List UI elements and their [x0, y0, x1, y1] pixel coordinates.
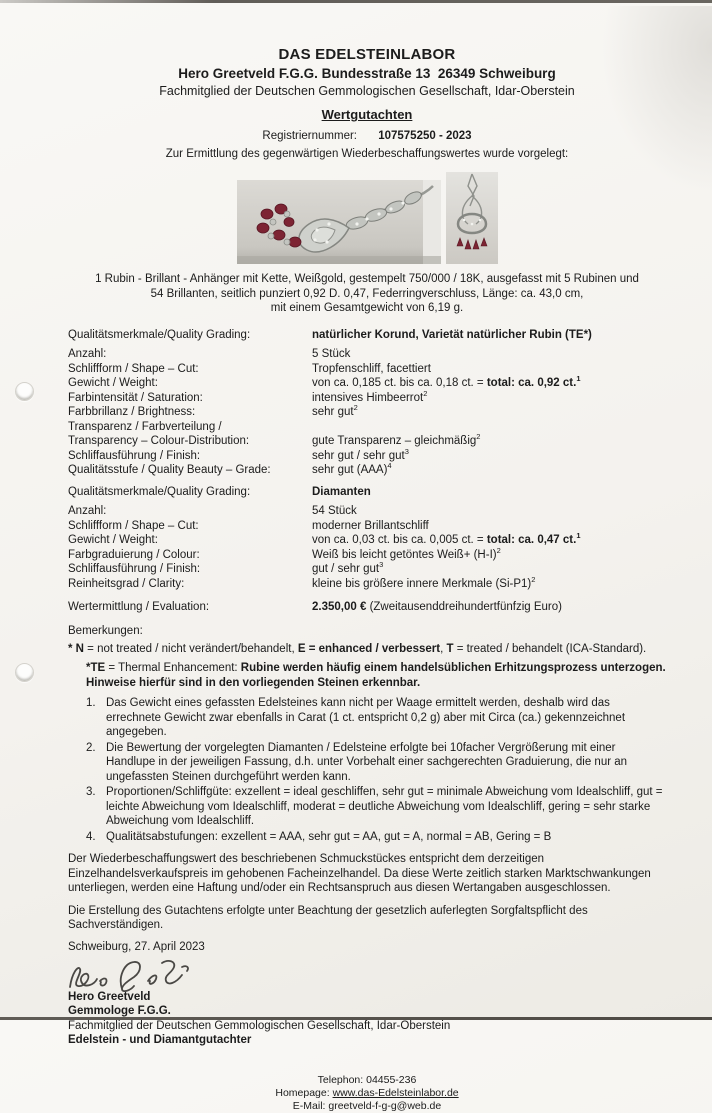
grading-value — [312, 545, 666, 563]
text-run: 2 — [496, 545, 501, 555]
footnote-text: Das Gewicht eines gefassten Edelsteines kann nicht per Waage ermittelt werden, deshalb wird das errechnete Gewicht zwar ebenfalls in Carat (1 ct. entspricht 0,2 g) aber mit Circa (ca.) gekennzeichnet angegeben. — [106, 697, 626, 738]
grading-label-line: Reinheitsgrad / Clarity: — [68, 577, 185, 590]
grading-label-line: Farbgraduierung / Colour: — [68, 548, 200, 561]
grading-row — [68, 376, 666, 391]
text-run: Weiß bis leicht getöntes Weiß+ (H-I) — [312, 548, 497, 561]
grading-value — [312, 347, 666, 362]
text-run: T — [446, 642, 454, 655]
text-run: Tropfenschliff, facettiert — [312, 362, 431, 375]
grading-label-line: Schliffausführung / Finish: — [68, 563, 201, 575]
text-run: 1 — [576, 531, 581, 541]
footnote-list — [68, 696, 666, 844]
footer-telephone: Telephon: 04455-236 — [317, 1073, 417, 1086]
grading-row — [68, 328, 666, 343]
footer-homepage-line — [68, 1087, 666, 1100]
footnote-item — [68, 830, 666, 845]
grading-label-line: Gewicht / Weight: — [68, 377, 158, 389]
signatory-membership: Fachmitglied der Deutschen Gemmologischen Gesellschaft, Idar-Oberstein — [68, 1019, 451, 1032]
footnote-text: Die Bewertung der vorgelegten Diamanten / Edelsteine erfolgte bei 10facher Vergrößerung mit einer Handlupe in der jeweiligen Fassung, d.h. unter Vorbehalt einer sachgerechten Graduierung, die nur an ungefassten Steinen durchgeführt werden kann. — [106, 741, 628, 783]
grading-row — [68, 600, 666, 615]
text-run: Rubine werden häufig einem handelsüblichen Erhitzungsprozess unterzogen. Hinweise hierfür sind in den vorliegenden Steinen erkennbar. — [86, 662, 666, 689]
footnote-text: Qualitätsabstufungen: exzellent = AAA, sehr gut = AA, gut = A, normal = AB, Gering = B — [106, 830, 552, 843]
text-run: 2 — [423, 388, 428, 398]
due-diligence-paragraph: Die Erstellung des Gutachtens erfolgte unter Beachtung der gesetzlich auferlegten Sorgfaltspflicht des Sachverständigen. — [68, 904, 588, 931]
text-run: 5 Stück — [312, 348, 351, 360]
grading-value — [312, 376, 666, 391]
grading-label-line: Farbbrillanz / Brightness: — [68, 406, 196, 418]
valuation-row — [68, 600, 666, 615]
description-line: 54 Brillanten, seitlich punziert 0,92 D. 0,47, Federringverschluss, Länge: ca. 43,0 cm, — [150, 287, 584, 300]
grading-label — [68, 420, 312, 449]
description-line: mit einem Gesamtgewicht von 6,19 g. — [270, 302, 464, 314]
grading-value — [312, 434, 666, 449]
lab-name: DAS EDELSTEINLABOR — [278, 46, 456, 63]
grading-row — [68, 420, 666, 449]
text-run: sehr gut — [312, 406, 354, 418]
text-run: E = enhanced / verbessert — [297, 642, 441, 655]
text-run: intensives Himbeerrot — [312, 391, 424, 404]
registry-line — [68, 130, 666, 142]
text-run: 2 — [531, 574, 536, 584]
text-run: sehr gut (AAA) — [312, 464, 388, 476]
grading-value — [312, 533, 666, 548]
place-date-line: Schweiburg, 27. April 2023 — [68, 940, 205, 953]
grading-row — [68, 545, 666, 563]
grading-label — [68, 504, 312, 519]
grading-row — [68, 485, 666, 500]
text-run: 2.350,00 € — [312, 601, 370, 613]
grading-value — [312, 328, 666, 343]
footer-homepage-label: Homepage: — [275, 1086, 333, 1099]
jewellery-photos — [68, 172, 666, 264]
text-run: gut / sehr gut — [312, 563, 380, 575]
grading-label — [68, 449, 312, 464]
text-run: total: ca. 0,47 ct. — [486, 534, 577, 546]
contact-footer — [68, 1074, 666, 1113]
text-run: = not treated / nicht verändert/behandelt, — [83, 642, 298, 655]
grading-label-line: Qualitätsmerkmale/Quality Grading: — [68, 485, 251, 498]
grading-value — [312, 600, 666, 615]
text-run: von ca. 0,03 ct. bis ca. 0,005 ct. = — [312, 534, 487, 546]
grading-value — [312, 388, 666, 406]
grading-row — [68, 405, 666, 420]
grading-label-line: Schliffform / Shape – Cut: — [68, 519, 199, 532]
grading-label — [68, 391, 312, 406]
signatory-role: Edelstein - und Diamantgutachter — [68, 1034, 252, 1046]
text-run: Diamanten — [312, 485, 371, 498]
grading-label — [68, 328, 312, 343]
grading-row — [68, 562, 666, 577]
grading-label — [68, 519, 312, 534]
text-run: * N — [68, 642, 84, 655]
grading-row — [68, 574, 666, 592]
registry-label: Registriernummer: — [262, 130, 361, 142]
grading-row — [68, 388, 666, 406]
grading-row — [68, 504, 666, 519]
grading-label-line: Anzahl: — [68, 348, 107, 360]
grading-label — [68, 600, 312, 615]
certificate-header — [68, 46, 666, 160]
grading-label-line: Transparency – Colour-Distribution: — [68, 435, 250, 447]
grading-value — [312, 485, 666, 500]
text-run: 3 — [404, 446, 409, 456]
grading-label-line: Farbintensität / Saturation: — [68, 391, 203, 404]
pendant-photo-left — [237, 180, 441, 264]
footnote-number: 1. — [86, 697, 96, 709]
grading-value — [312, 463, 666, 478]
grading-label-line: Qualitätsstufe / Quality Beauty – Grade: — [68, 464, 271, 476]
treatment-code-note — [68, 642, 666, 657]
footnote-text: Proportionen/Schliffgüte: exzellent = ideal geschliffen, sehr gut = minimale Abweichung vom Idealschliff, gut = leichte Abweichung vom Idealschliff, moderat = deutliche Abweichung vom Idealschliff, gering = sehr starke Abweichung vom Idealschliff. — [106, 786, 663, 827]
grading-label-line: Wertermittlung / Evaluation: — [68, 601, 210, 613]
pendant-photo-right — [446, 172, 498, 264]
grading-label — [68, 463, 312, 478]
grading-label — [68, 533, 312, 548]
footnote-number: 3. — [86, 786, 96, 798]
footnote-number: 2. — [86, 741, 96, 754]
text-run: gute Transparenz – gleichmäßig — [312, 435, 477, 447]
grading-label — [68, 485, 312, 500]
registry-number: 107575250 - 2023 — [378, 130, 472, 142]
text-run: = Thermal Enhancement: — [105, 662, 241, 674]
grading-label — [68, 347, 312, 362]
footnote-number: 4. — [86, 830, 96, 843]
purpose-line: Zur Ermittlung des gegenwärtigen Wiederbeschaffungswertes wurde vorgelegt: — [165, 148, 569, 160]
footnote-item — [68, 741, 666, 785]
grading-row — [68, 533, 666, 548]
description-line: 1 Rubin - Brillant - Anhänger mit Kette, Weißgold, gestempelt 750/000 / 18K, ausgefasst mit 5 Rubinen und — [95, 273, 639, 285]
text-run: total: ca. 0,92 ct. — [486, 377, 577, 389]
text-run: 2 — [353, 403, 358, 413]
text-run: natürlicher Korund, Varietät natürlicher Rubin (TE*) — [312, 328, 592, 341]
grading-row — [68, 463, 666, 478]
text-run: 1 — [576, 374, 581, 384]
grading-label — [68, 577, 312, 592]
footnote-item — [68, 696, 666, 740]
signatory-name: Hero Greetveld — [68, 990, 151, 1003]
grading-row — [68, 446, 666, 464]
text-run: moderner Brillantschliff — [312, 519, 429, 532]
grading-value — [312, 562, 666, 577]
grading-label-line: Gewicht / Weight: — [68, 534, 158, 546]
grading-value — [312, 519, 666, 534]
grading-label — [68, 376, 312, 391]
grading-value — [312, 446, 666, 464]
text-run: von ca. 0,185 ct. bis ca. 0,18 ct. = — [312, 377, 487, 389]
grading-value — [312, 405, 666, 420]
text-run: = treated / behandelt (ICA-Standard). — [453, 642, 647, 655]
document-type-title: Wertgutachten — [321, 107, 413, 122]
grading-label-line: Transparenz / Farbverteilung / — [68, 420, 222, 433]
signatory-title: Gemmologe F.G.G. — [68, 1005, 171, 1017]
grading-label — [68, 362, 312, 377]
grading-value — [312, 362, 666, 377]
lab-membership: Fachmitglied der Deutschen Gemmologischen Gesellschaft, Idar-Oberstein — [159, 84, 575, 98]
grading-label — [68, 405, 312, 420]
text-run: 2 — [476, 432, 481, 442]
grading-value — [312, 574, 666, 592]
footer-homepage-url: www.das-Edelsteinlabor.de — [332, 1086, 459, 1099]
text-run: kleine bis größere innere Merkmale (Si-P1) — [312, 577, 532, 590]
text-run: (Zweitausenddreihundertfünfzig Euro) — [369, 601, 562, 613]
diamond-grading-table — [68, 485, 666, 592]
replacement-value-paragraph: Der Wiederbeschaffungswert des beschriebenen Schmuckstückes entspricht dem derzeitigen Einzelhandelsverkaufspreis im gehobenen Facheinzelhandel. Da diese Werte zeitlich starken Marktschwankungen unterliegen, werden eine Haftung und/oder ein Rechtsanspruch aus diesen Wertangaben ausgeschlossen. — [68, 853, 651, 894]
grading-row — [68, 347, 666, 362]
grading-value — [312, 504, 666, 519]
text-run: *TE — [86, 662, 106, 674]
text-run: 3 — [379, 560, 384, 570]
grading-label — [68, 548, 312, 563]
thermal-enhancement-note — [86, 661, 666, 690]
grading-label-line: Qualitätsmerkmale/Quality Grading: — [68, 328, 251, 341]
ruby-grading-table — [68, 328, 666, 478]
text-run: 54 Stück — [312, 505, 357, 517]
grading-label-line: Schliffform / Shape – Cut: — [68, 362, 199, 375]
grading-label-line: Schliffausführung / Finish: — [68, 449, 201, 462]
text-run: , — [440, 642, 447, 655]
remarks-heading: Bemerkungen: — [68, 624, 143, 637]
lab-address: Hero Greetveld F.G.G. Bundesstraße 13 26349 Schweiburg — [178, 66, 556, 81]
text-run: sehr gut / sehr gut — [312, 449, 405, 462]
grading-label — [68, 562, 312, 577]
grading-label-line: Anzahl: — [68, 505, 107, 517]
text-run: 4 — [387, 461, 392, 471]
footnote-item — [68, 785, 666, 829]
footer-email: E-Mail: greetveld-f-g-g@web.de — [292, 1099, 442, 1112]
item-description — [68, 272, 666, 316]
